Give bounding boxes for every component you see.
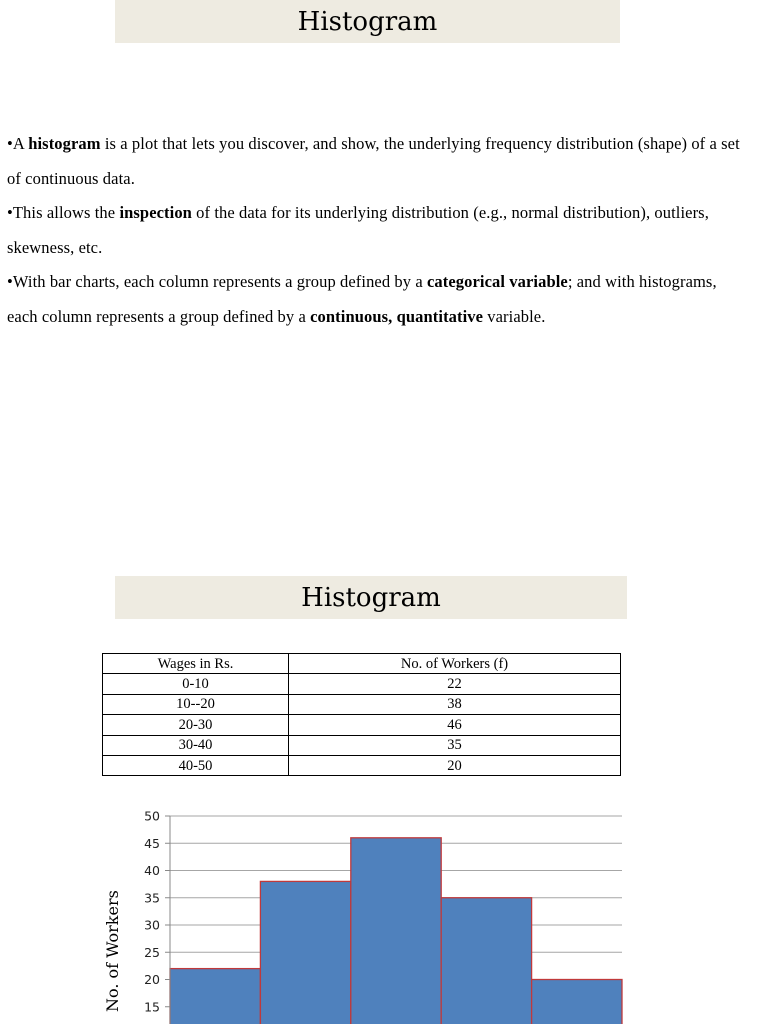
table-header-row [103, 654, 621, 674]
histogram-chart [96, 800, 636, 1024]
histogram-bar-30-40 [441, 898, 531, 1024]
y-tick-label: 35 [144, 890, 160, 906]
table-cell-workers: 38 [289, 694, 621, 714]
y-tick-label: 50 [144, 808, 160, 824]
bullet-list [7, 127, 747, 334]
table-header-workers: No. of Workers (f) [289, 654, 621, 674]
table-cell-workers: 22 [289, 674, 621, 694]
table-header-wages: Wages in Rs. [103, 654, 289, 674]
table-cell-wages: 30-40 [103, 735, 289, 755]
table-row [103, 735, 621, 755]
table-cell-workers: 20 [289, 755, 621, 775]
table-cell-wages: 10--20 [103, 694, 289, 714]
table-row [103, 674, 621, 694]
y-tick-label: 30 [144, 917, 160, 933]
y-tick-label: 20 [144, 972, 160, 987]
table-cell-wages: 20-30 [103, 715, 289, 735]
y-tick-label: 25 [144, 944, 160, 960]
bullet-histogram-definition: •A histogram is a plot that lets you discover, and show, the underlying frequency distribution (shape) of a set of continuous data. [7, 134, 740, 188]
histogram-bar-0-10 [170, 969, 260, 1024]
table-row [103, 755, 621, 775]
y-axis-label: No. of Workers [103, 890, 122, 1012]
slide-title-2: Histogram [115, 576, 627, 619]
table-row [103, 715, 621, 735]
bullet-bar-vs-histogram: •With bar charts, each column represents a group defined by a categorical variable; and with histograms, each column represents a group defined by a continuous, quantitative variable. [7, 272, 717, 326]
bullet-inspection: •This allows the inspection of the data for its underlying distribution (e.g., normal distribution), outliers, skewness, etc. [7, 203, 709, 257]
slide-title: Histogram [115, 0, 620, 43]
y-tick-label: 15 [144, 999, 160, 1015]
table-cell-wages: 40-50 [103, 755, 289, 775]
wages-table [102, 653, 621, 776]
histogram-bar-10--20 [260, 881, 350, 1024]
y-axis-ticks [144, 809, 170, 1015]
table-row [103, 694, 621, 714]
table-cell-workers: 46 [289, 715, 621, 735]
histogram-bars [170, 838, 622, 1024]
y-tick-label: 40 [144, 863, 160, 878]
y-tick-label: 45 [144, 835, 160, 851]
table-cell-workers: 35 [289, 735, 621, 755]
table-cell-wages: 0-10 [103, 674, 289, 694]
histogram-bar-20-30 [351, 838, 441, 1024]
histogram-bar-40-50 [532, 980, 622, 1024]
